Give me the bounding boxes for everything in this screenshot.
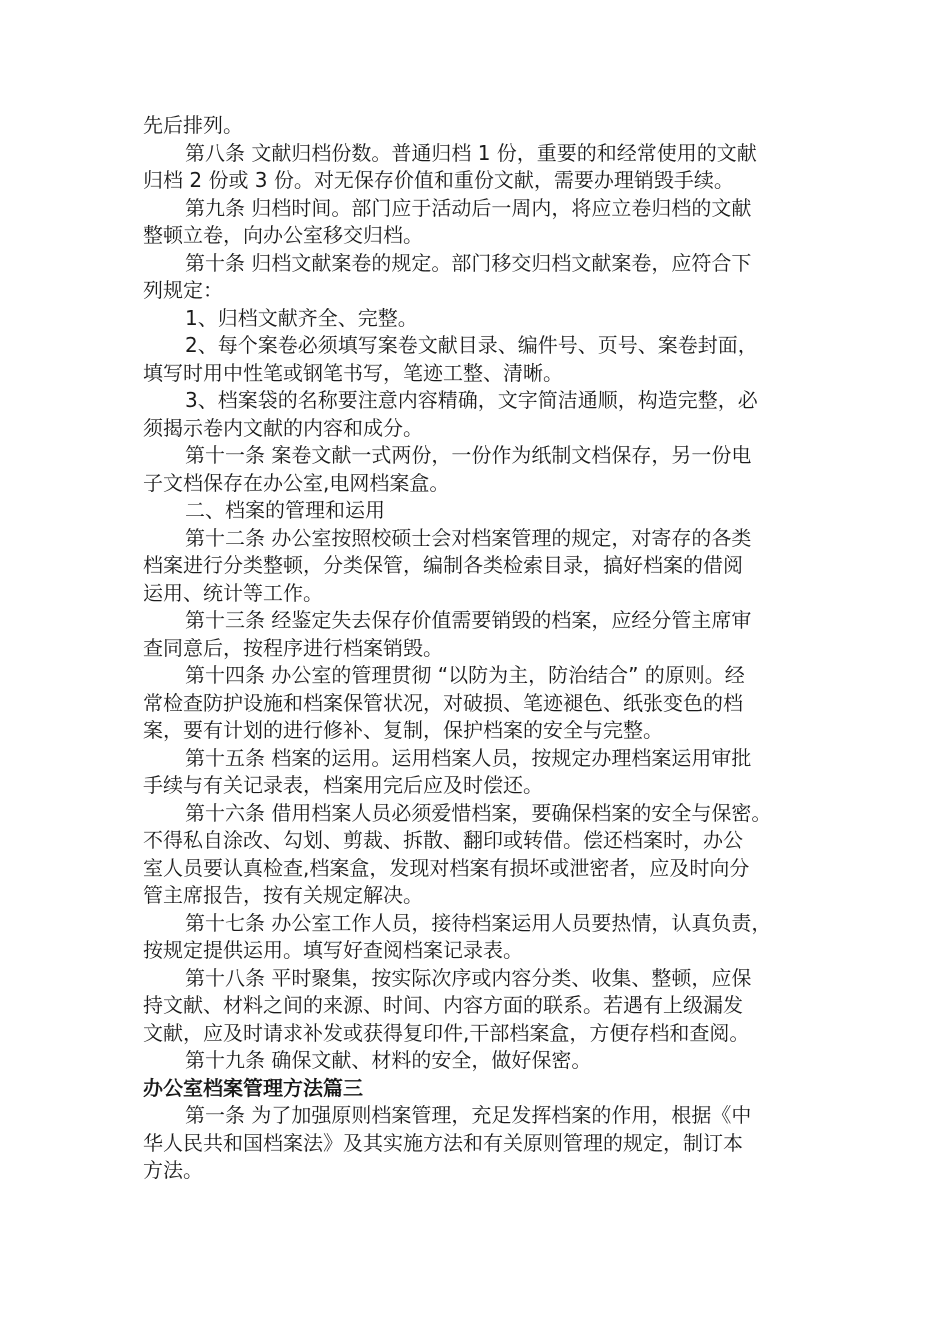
text-line: 列规定： <box>143 278 223 302</box>
text-line: 二、档案的管理和运用 <box>185 498 385 522</box>
text-line: 持文献、材料之间的来源、时间、内容方面的联系。若遇有上级漏发 <box>143 993 743 1017</box>
text-line: 文献，应及时请求补发或获得复印件,干部档案盒，方便存档和查阅。 <box>143 1020 750 1045</box>
text-line: 须揭示卷内文献的内容和成分。 <box>143 415 423 440</box>
document-page <box>143 112 813 1185</box>
text-line: 运用、统计等工作。 <box>143 580 323 605</box>
text-line: 3、档案袋的名称要注意内容精确，文字简洁通顺，构造完整，必 <box>185 388 758 412</box>
text-line: 方法。 <box>143 1158 203 1182</box>
text-line: 第十七条 办公室工作人员，接待档案运用人员要热情，认真负责， <box>185 910 772 935</box>
text-line: 第一条 为了加强原则档案管理，充足发挥档案的作用，根据《中 <box>185 1103 752 1127</box>
text-line: 第十四条 办公室的管理贯彻 “以防为主，防治结合” 的原则。经 <box>185 663 745 687</box>
text-line: 第十九条 确保文献、材料的安全，做好保密。 <box>185 1048 592 1072</box>
text-line: 常检查防护设施和档案保管状况，对破损、笔迹褪色、纸张变色的档 <box>143 690 743 715</box>
text-line: 案，要有计划的进行修补、复制，保护档案的安全与完整。 <box>143 718 663 742</box>
text-line: 第八条 文献归档份数。普通归档 1 份，重要的和经常使用的文献 <box>185 140 757 165</box>
text-line: 2、每个案卷必须填写案卷文献目录、编件号、页号、案卷封面， <box>185 333 758 357</box>
text-line: 先后排列。 <box>143 113 243 137</box>
text-line: 手续与有关记录表，档案用完后应及时偿还。 <box>143 773 543 797</box>
text-line: 第十五条 档案的运用。运用档案人员，按规定办理档案运用审批 <box>185 745 752 770</box>
text-line: 子文档保存在办公室,电网档案盒。 <box>143 470 450 495</box>
text-line: 第十二条 办公室按照校硕士会对档案管理的规定，对寄存的各类 <box>185 525 752 550</box>
text-line: 第九条 归档时间。部门应于活动后一周内，将应立卷归档的文献 <box>185 195 752 220</box>
text-line: 查同意后，按程序进行档案销毁。 <box>143 635 443 660</box>
text-line: 第十八条 平时聚集，按实际次序或内容分类、收集、整顿，应保 <box>185 965 752 990</box>
text-line: 1、归档文献齐全、完整。 <box>185 305 418 330</box>
text-line: 管主席报告，按有关规定解决。 <box>143 883 423 907</box>
section-heading: 办公室档案管理方法篇三 <box>143 1075 363 1100</box>
text-line: 第十三条 经鉴定失去保存价值需要销毁的档案，应经分管主席审 <box>185 608 752 632</box>
text-line: 整顿立卷，向办公室移交归档。 <box>143 223 423 247</box>
text-line: 第十六条 借用档案人员必须爱惜档案，要确保档案的安全与保密。 <box>185 800 772 825</box>
text-line: 不得私自涂改、勾划、剪裁、拆散、翻印或转借。偿还档案时，办公 <box>143 828 743 852</box>
text-line: 填写时用中性笔或钢笔书写，笔迹工整、清晰。 <box>143 360 563 385</box>
text-line: 第十条 归档文献案卷的规定。部门移交归档文献案卷，应符合下 <box>185 250 752 275</box>
text-line: 第十一条 案卷文献一式两份，一份作为纸制文档保存，另一份电 <box>185 443 752 467</box>
text-line: 华人民共和国档案法》及其实施方法和有关原则管理的规定，制订本 <box>143 1130 743 1155</box>
text-line: 档案进行分类整顿，分类保管，编制各类检索目录，搞好档案的借阅 <box>143 553 743 577</box>
text-line: 按规定提供运用。填写好查阅档案记录表。 <box>143 938 523 962</box>
text-line: 室人员要认真检查,档案盒，发现对档案有损坏或泄密者，应及时向分 <box>143 855 750 880</box>
text-line: 归档 2 份或 3 份。对无保存价值和重份文献，需要办理销毁手续。 <box>143 168 734 192</box>
